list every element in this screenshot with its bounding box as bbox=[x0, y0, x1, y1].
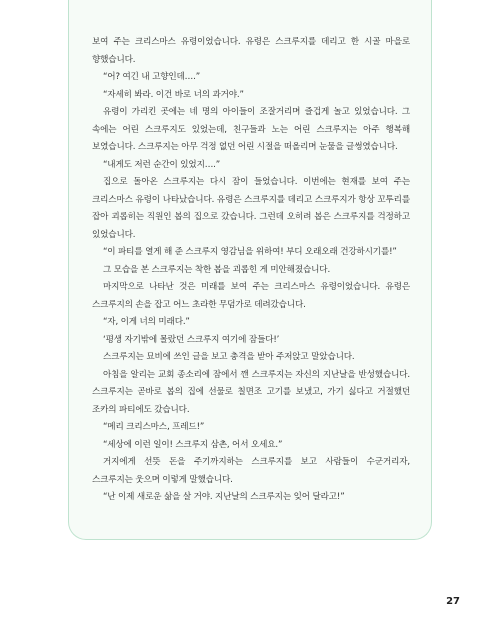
story-paragraph: “어? 여긴 내 고향인데….” bbox=[103, 72, 200, 82]
story-paragraph: ‘평생 자기밖에 몰랐던 스크루지 여기에 잠들다!’ bbox=[103, 334, 280, 345]
story-paragraph: “세상에 이런 일이! 스크루지 삼촌, 어서 오세요.” bbox=[103, 439, 283, 450]
story-paragraph: 마지막으로 나타난 것은 미래를 보여 주는 크리스마스 유령이었습니다. 유령은 스크루지의 손을 잡고 어느 초라한 무덤가로 데려갔습니다. bbox=[92, 282, 410, 310]
story-paragraph: 유령이 가리킨 곳에는 네 명의 아이들이 조잘거리며 즐겁게 놀고 있었습니다. 그 속에는 어린 스크루지도 있었는데, 친구들과 노는 어린 스크루지는 아주 행복해 보였습니다. 스크루지는 아무 걱정 없던 어린 시절을 떠올리며 눈물을 글썽였습니다. bbox=[92, 107, 410, 152]
story-text bbox=[92, 34, 410, 507]
story-paragraph: “메리 크리스마스, 프레드!” bbox=[103, 422, 205, 432]
page-number: 27 bbox=[446, 596, 460, 607]
story-paragraph: 보여 주는 크리스마스 유령이었습니다. 유령은 스크루지를 데리고 한 시골 마을로 향했습니다. bbox=[92, 37, 410, 65]
story-paragraph: “내게도 저런 순간이 있었지….” bbox=[103, 159, 221, 170]
story-paragraph: 아침을 알리는 교회 종소리에 잠에서 깬 스크루지는 자신의 지난날을 반성했습니다. 스크루지는 곧바로 봅의 집에 선물로 칠면조 고기를 보냈고, 가기 싫다고 거절했던 조카의 파티에도 갔습니다. bbox=[92, 369, 410, 415]
story-paragraph: “이 파티를 열게 해 준 스크루지 영감님을 위하여! 부디 오래오래 건강하시기를!” bbox=[103, 247, 397, 257]
story-paragraph: 거지에게 선뜻 돈을 주기까지하는 스크루지를 보고 사람들이 수군거리자, 스크루지는 웃으며 이렇게 말했습니다. bbox=[92, 457, 410, 485]
story-paragraph: “자, 이게 너의 미래다.” bbox=[103, 317, 190, 327]
story-paragraph: 집으로 돌아온 스크루지는 다시 잠이 들었습니다. 이번에는 현재를 보여 주는 크리스마스 유령이 나타났습니다. 유령은 스크루지를 데리고 스크루지가 항상 꼬투리를 잡아 괴롭히는 직원인 봅의 집으로 갔습니다. 그런데 오히려 봅은 스크루지를 걱정하고 있었습니다. bbox=[92, 177, 410, 240]
story-paragraph: “난 이제 새로운 삶을 살 거야. 지난날의 스크루지는 잊어 달라고!” bbox=[103, 492, 345, 502]
story-paragraph: “자세히 봐라. 이건 바로 너의 과거야.” bbox=[103, 89, 244, 100]
story-paragraph: 그 모습을 본 스크루지는 착한 봅을 괴롭힌 게 미안해졌습니다. bbox=[103, 264, 331, 275]
story-paragraph: 스크루지는 묘비에 쓰인 글을 보고 충격을 받아 주저앉고 말았습니다. bbox=[103, 352, 355, 362]
